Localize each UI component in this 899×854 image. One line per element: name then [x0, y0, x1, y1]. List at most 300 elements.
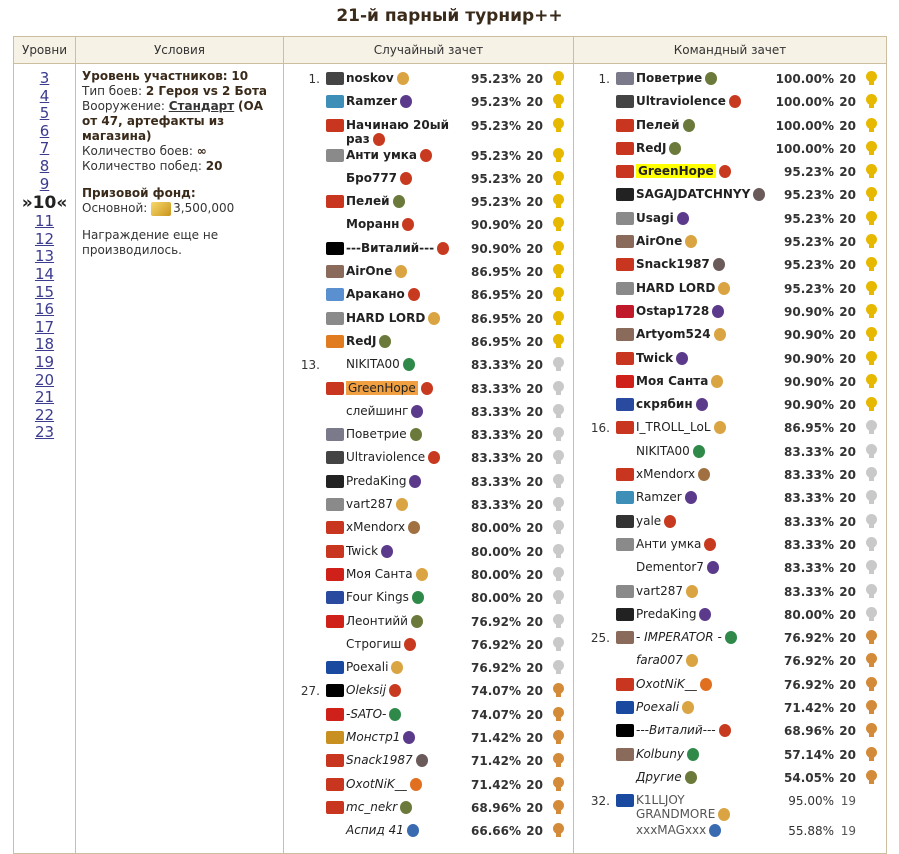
tournament-table	[13, 36, 887, 854]
win-percent: 83.33%	[471, 358, 521, 373]
guild-emblem-icon	[616, 701, 634, 714]
level-link[interactable]: 3	[39, 69, 50, 87]
rank-number: 25.	[590, 631, 610, 646]
player-name: - IMPERATOR -	[636, 630, 722, 645]
faction-icon	[400, 172, 412, 185]
guild-emblem-icon	[326, 521, 344, 534]
player-link[interactable]	[636, 211, 689, 225]
player-link[interactable]	[636, 607, 711, 621]
player-name: Artyom524	[636, 327, 711, 342]
medal-icon	[553, 357, 564, 371]
medal-icon	[866, 420, 877, 434]
standing-row	[574, 534, 886, 557]
player-link[interactable]	[346, 660, 403, 674]
player-link[interactable]	[346, 474, 421, 488]
faction-icon	[407, 824, 419, 837]
player-link[interactable]	[636, 467, 710, 481]
faction-icon	[412, 591, 424, 604]
win-count: 20	[839, 118, 856, 133]
player-link[interactable]	[346, 614, 423, 628]
guild-emblem-icon	[326, 568, 344, 581]
win-count: 20	[526, 614, 543, 629]
player-link[interactable]	[346, 118, 476, 146]
player-link[interactable]	[636, 584, 698, 598]
player-name: Poexali	[346, 660, 389, 675]
standing-row	[574, 581, 886, 604]
faction-icon	[408, 288, 420, 301]
level-link[interactable]: 11	[34, 212, 55, 231]
player-name: Kolbuny	[636, 746, 685, 761]
win-count: 20	[526, 195, 543, 210]
win-percent: 95.23%	[471, 72, 521, 86]
win-count: 20	[839, 351, 856, 366]
player-link[interactable]	[346, 404, 423, 418]
player-name: HARD LORD	[636, 280, 716, 295]
win-count: 20	[526, 800, 543, 815]
player-link[interactable]	[346, 194, 405, 208]
faction-icon	[400, 95, 412, 108]
player-name: Poexali	[636, 700, 680, 715]
win-count: 20	[526, 171, 543, 186]
player-name: noskov	[346, 71, 394, 85]
standing-row	[574, 394, 886, 417]
guild-emblem-icon	[326, 428, 344, 441]
player-link[interactable]	[346, 823, 419, 837]
medal-icon	[866, 514, 877, 528]
medal-icon	[553, 753, 564, 767]
win-count: 20	[526, 358, 543, 373]
level-link[interactable]: 14	[34, 264, 55, 283]
win-count: 20	[526, 707, 543, 722]
player-name: AirOne	[636, 234, 683, 249]
win-percent: 90.90%	[784, 304, 834, 319]
win-percent: 95.23%	[471, 118, 521, 133]
faction-icon	[437, 242, 449, 255]
player-link[interactable]	[346, 71, 409, 85]
player-link[interactable]	[636, 823, 721, 837]
guild-emblem-icon	[616, 142, 634, 155]
standing-row	[284, 471, 573, 494]
medal-icon	[866, 118, 877, 132]
medal-icon	[866, 584, 877, 598]
medal-icon	[553, 381, 564, 395]
win-percent: 95.23%	[784, 188, 834, 203]
standing-row	[284, 401, 573, 424]
player-name: Snack1987	[346, 753, 413, 768]
player-link[interactable]	[346, 730, 415, 744]
player-link[interactable]	[636, 770, 697, 784]
main-prize-value: 3,500,000	[173, 201, 235, 215]
medal-icon	[553, 777, 564, 791]
player-link[interactable]	[636, 141, 681, 155]
win-count: 20	[839, 770, 856, 785]
win-percent: 71.42%	[471, 731, 521, 746]
level-link[interactable]: 23	[34, 423, 55, 442]
guild-emblem-icon	[326, 242, 344, 255]
rank-number: 16.	[590, 421, 610, 436]
player-name: HARD LORD	[346, 310, 426, 325]
level-link[interactable]: 5	[39, 104, 50, 123]
win-percent: 83.33%	[784, 468, 834, 483]
win-percent: 86.95%	[471, 265, 521, 280]
standing-row	[284, 238, 573, 261]
player-name: yale	[636, 513, 662, 528]
standing-row	[284, 331, 573, 354]
player-link[interactable]	[636, 71, 717, 85]
faction-icon	[411, 615, 423, 628]
standing-row	[284, 424, 573, 447]
player-link[interactable]	[636, 187, 765, 201]
armor-link[interactable]: Стандарт	[168, 99, 235, 113]
level-link[interactable]: 21	[34, 388, 55, 407]
faction-icon	[428, 451, 440, 464]
guild-emblem-icon	[326, 754, 344, 767]
standing-row	[574, 464, 886, 487]
player-link[interactable]	[636, 164, 731, 178]
win-percent: 83.33%	[471, 428, 521, 443]
player-name: mc_nekr	[346, 799, 398, 814]
player-link[interactable]	[346, 707, 401, 721]
faction-icon	[699, 608, 711, 621]
guild-emblem-icon	[616, 328, 634, 341]
player-link[interactable]	[346, 637, 416, 651]
medal-icon	[866, 537, 877, 551]
player-name: OxotNiK__	[636, 676, 697, 691]
win-percent: 100.00%	[775, 72, 834, 86]
guild-emblem-icon	[616, 398, 634, 411]
guild-emblem-icon	[616, 375, 634, 388]
win-percent: 95.23%	[784, 165, 834, 180]
guild-emblem-icon	[616, 608, 634, 621]
medal-icon	[866, 770, 877, 784]
player-name: RedJ	[636, 140, 667, 155]
player-link[interactable]	[636, 94, 741, 108]
win-count: 20	[839, 514, 856, 529]
player-name: Поветрие	[636, 71, 703, 85]
win-count: 20	[839, 444, 856, 459]
player-name: Аракано	[346, 287, 405, 302]
medal-icon	[866, 607, 877, 621]
rank-number: 32.	[590, 794, 610, 809]
win-count: 20	[526, 95, 543, 110]
player-link[interactable]	[346, 94, 412, 108]
player-link[interactable]	[346, 241, 449, 255]
player-name: NIKITA00	[636, 443, 690, 458]
level-link[interactable]: 9	[39, 174, 50, 193]
standing-row	[574, 254, 886, 277]
faction-icon	[725, 631, 737, 644]
win-count: 20	[526, 567, 543, 582]
guild-emblem-icon	[616, 585, 634, 598]
guild-emblem-icon	[326, 312, 344, 325]
level-link[interactable]: 4	[39, 86, 50, 105]
medal-icon	[553, 544, 564, 558]
faction-icon	[403, 731, 415, 744]
player-link[interactable]	[346, 311, 440, 325]
level-link[interactable]: 16	[34, 300, 55, 319]
medal-icon	[553, 520, 564, 534]
win-percent: 80.00%	[471, 544, 521, 559]
standing-row	[284, 587, 573, 610]
medal-icon	[553, 148, 564, 162]
gold-icon	[151, 202, 171, 216]
medal-icon	[553, 730, 564, 744]
player-link[interactable]	[346, 683, 401, 697]
standing-row	[574, 744, 886, 767]
faction-icon	[416, 568, 428, 581]
main-prize-label: Основной:	[82, 201, 148, 215]
player-link[interactable]	[346, 800, 412, 814]
win-count: 19	[840, 794, 856, 809]
level-link[interactable]: 18	[34, 335, 55, 354]
medal-icon	[866, 747, 877, 761]
level-link: »10«	[21, 193, 68, 214]
win-count: 20	[839, 607, 856, 622]
win-count: 20	[526, 218, 543, 233]
guild-emblem-icon	[616, 678, 634, 691]
rank-number: 1.	[598, 72, 610, 86]
win-percent: 74.07%	[471, 707, 521, 722]
win-count: 20	[526, 824, 543, 839]
player-name: PredaKing	[636, 606, 697, 621]
standing-row	[284, 657, 573, 680]
faction-icon	[395, 265, 407, 278]
player-link[interactable]	[636, 234, 697, 248]
faction-icon	[676, 352, 688, 365]
standing-row	[574, 820, 886, 843]
win-percent: 76.92%	[471, 661, 521, 676]
medal-icon	[553, 311, 564, 325]
faction-icon	[714, 421, 726, 434]
player-name: ---Виталий---	[636, 723, 716, 738]
guild-emblem-icon	[326, 119, 344, 132]
guild-emblem-icon	[616, 352, 634, 365]
player-link[interactable]	[636, 700, 694, 714]
win-count: 20	[839, 165, 856, 180]
medal-icon	[553, 497, 564, 511]
rank-number: 13.	[300, 358, 320, 373]
standing-row	[574, 184, 886, 207]
win-percent: 76.92%	[784, 631, 834, 646]
standing-row	[574, 790, 886, 820]
guild-emblem-icon	[616, 421, 634, 434]
faction-icon	[404, 638, 416, 651]
standing-row	[284, 378, 573, 401]
player-link[interactable]	[636, 444, 705, 458]
player-link[interactable]	[346, 590, 424, 604]
win-count: 20	[526, 731, 543, 746]
player-link[interactable]	[346, 217, 414, 231]
standing-row	[574, 557, 886, 580]
player-name: Пелей	[636, 117, 680, 132]
win-count: 20	[839, 328, 856, 343]
player-link[interactable]	[346, 427, 422, 441]
guild-emblem-icon	[326, 195, 344, 208]
faction-icon	[685, 235, 697, 248]
levels-list	[14, 64, 76, 854]
faction-icon	[389, 708, 401, 721]
guild-emblem-icon	[616, 95, 634, 108]
player-name: ---Виталий---	[346, 240, 435, 255]
medal-icon	[866, 653, 877, 667]
level-link[interactable]: 12	[34, 229, 55, 248]
player-name: Dementor7	[636, 560, 704, 575]
player-link[interactable]	[346, 567, 428, 581]
faction-icon	[704, 538, 716, 551]
faction-icon	[718, 282, 730, 295]
player-name: Строгиш	[346, 636, 402, 651]
win-count: 20	[839, 304, 856, 319]
player-link[interactable]	[636, 374, 723, 388]
player-link[interactable]	[346, 753, 428, 767]
player-link[interactable]	[346, 264, 407, 278]
guild-emblem-icon	[616, 724, 634, 737]
player-name: Моя Санта	[346, 566, 413, 581]
player-link[interactable]	[636, 420, 726, 434]
guild-emblem-icon	[326, 72, 344, 85]
medal-icon	[866, 281, 877, 295]
win-count: 20	[526, 777, 543, 792]
team-standings	[574, 64, 887, 854]
player-link[interactable]	[636, 537, 716, 551]
faction-icon	[700, 678, 712, 691]
player-link[interactable]	[636, 490, 697, 504]
medal-icon	[866, 141, 877, 155]
win-percent: 83.33%	[784, 514, 834, 529]
win-count: 20	[526, 288, 543, 303]
faction-icon	[410, 428, 422, 441]
guild-emblem-icon	[326, 545, 344, 558]
win-count: 20	[526, 637, 543, 652]
standing-row	[574, 627, 886, 650]
player-link[interactable]	[636, 351, 688, 365]
level-link[interactable]: 22	[34, 405, 55, 424]
player-link[interactable]	[346, 544, 393, 558]
win-percent: 68.96%	[471, 800, 521, 815]
guild-emblem-icon	[326, 475, 344, 488]
win-percent: 55.88%	[788, 824, 834, 839]
faction-icon	[411, 405, 423, 418]
win-count: 20	[526, 241, 543, 256]
win-percent: 86.95%	[471, 288, 521, 303]
level-link[interactable]: 6	[39, 121, 50, 140]
faction-icon	[416, 754, 428, 767]
player-link[interactable]	[346, 450, 440, 464]
player-link[interactable]	[636, 514, 676, 528]
player-link[interactable]	[346, 520, 420, 534]
win-count: 20	[839, 468, 856, 483]
player-link[interactable]	[636, 304, 724, 318]
level-link[interactable]: 15	[34, 282, 55, 301]
guild-emblem-icon	[326, 615, 344, 628]
guild-emblem-icon	[616, 72, 634, 85]
player-link[interactable]	[636, 677, 712, 691]
player-link[interactable]	[346, 777, 422, 791]
medal-icon	[866, 164, 877, 178]
medal-icon	[553, 171, 564, 185]
player-name: слейшинг	[346, 403, 409, 418]
win-percent: 90.90%	[784, 398, 834, 413]
player-link[interactable]	[346, 148, 432, 162]
guild-emblem-icon	[616, 235, 634, 248]
player-link[interactable]	[636, 630, 737, 644]
player-link[interactable]	[346, 497, 408, 511]
player-link[interactable]	[636, 397, 708, 411]
faction-icon	[669, 142, 681, 155]
win-count: 20	[839, 421, 856, 436]
win-count: 20	[839, 747, 856, 762]
win-percent: 83.33%	[471, 498, 521, 513]
medal-icon	[866, 560, 877, 574]
level-link[interactable]: 20	[34, 370, 55, 389]
faction-icon	[420, 149, 432, 162]
player-link[interactable]	[346, 171, 412, 185]
player-link[interactable]	[636, 653, 698, 667]
player-link[interactable]	[636, 257, 725, 271]
player-name: Леонтийй	[346, 613, 408, 628]
medal-icon	[553, 217, 564, 231]
prize-label: Призовой фонд:	[82, 186, 196, 200]
level-link[interactable]: 19	[34, 352, 55, 371]
faction-icon	[705, 72, 717, 85]
player-link[interactable]	[636, 747, 699, 761]
player-link[interactable]	[636, 118, 695, 132]
faction-icon	[389, 684, 401, 697]
header-team: Командный зачет	[574, 37, 887, 64]
win-count: 20	[839, 235, 856, 250]
player-link[interactable]	[636, 281, 730, 295]
faction-icon	[397, 72, 409, 85]
win-count: 20	[526, 591, 543, 606]
win-count: 20	[526, 474, 543, 489]
player-link[interactable]	[636, 327, 726, 341]
win-percent: 83.33%	[784, 444, 834, 459]
standing-row	[574, 441, 886, 464]
standing-row	[284, 611, 573, 634]
standing-row	[284, 261, 573, 284]
guild-emblem-icon	[616, 748, 634, 761]
player-name: Бро777	[346, 170, 398, 185]
player-link[interactable]	[636, 560, 719, 574]
standing-row	[284, 145, 573, 168]
player-link[interactable]	[636, 793, 766, 821]
faction-icon	[379, 335, 391, 348]
player-link[interactable]	[636, 723, 731, 737]
player-name: PredaKing	[346, 473, 407, 488]
win-percent: 83.33%	[471, 404, 521, 419]
level-link[interactable]: 7	[39, 139, 50, 158]
player-link[interactable]	[346, 287, 420, 301]
guild-emblem-icon	[616, 188, 634, 201]
standing-row	[574, 208, 886, 231]
standing-row	[284, 284, 573, 307]
win-percent: 95.23%	[784, 281, 834, 296]
level-link[interactable]: 17	[34, 317, 55, 336]
medal-icon	[553, 707, 564, 721]
win-percent: 80.00%	[784, 607, 834, 622]
medal-icon	[553, 427, 564, 441]
standing-row	[574, 301, 886, 324]
level-link[interactable]: 8	[39, 156, 50, 175]
guild-emblem-icon	[616, 165, 634, 178]
player-link[interactable]	[346, 381, 433, 395]
standing-row	[284, 115, 573, 145]
guild-emblem-icon	[326, 801, 344, 814]
player-link[interactable]	[346, 357, 415, 371]
win-percent: 100.00%	[775, 95, 834, 110]
player-link[interactable]	[346, 334, 391, 348]
level-link[interactable]: 13	[34, 247, 55, 266]
